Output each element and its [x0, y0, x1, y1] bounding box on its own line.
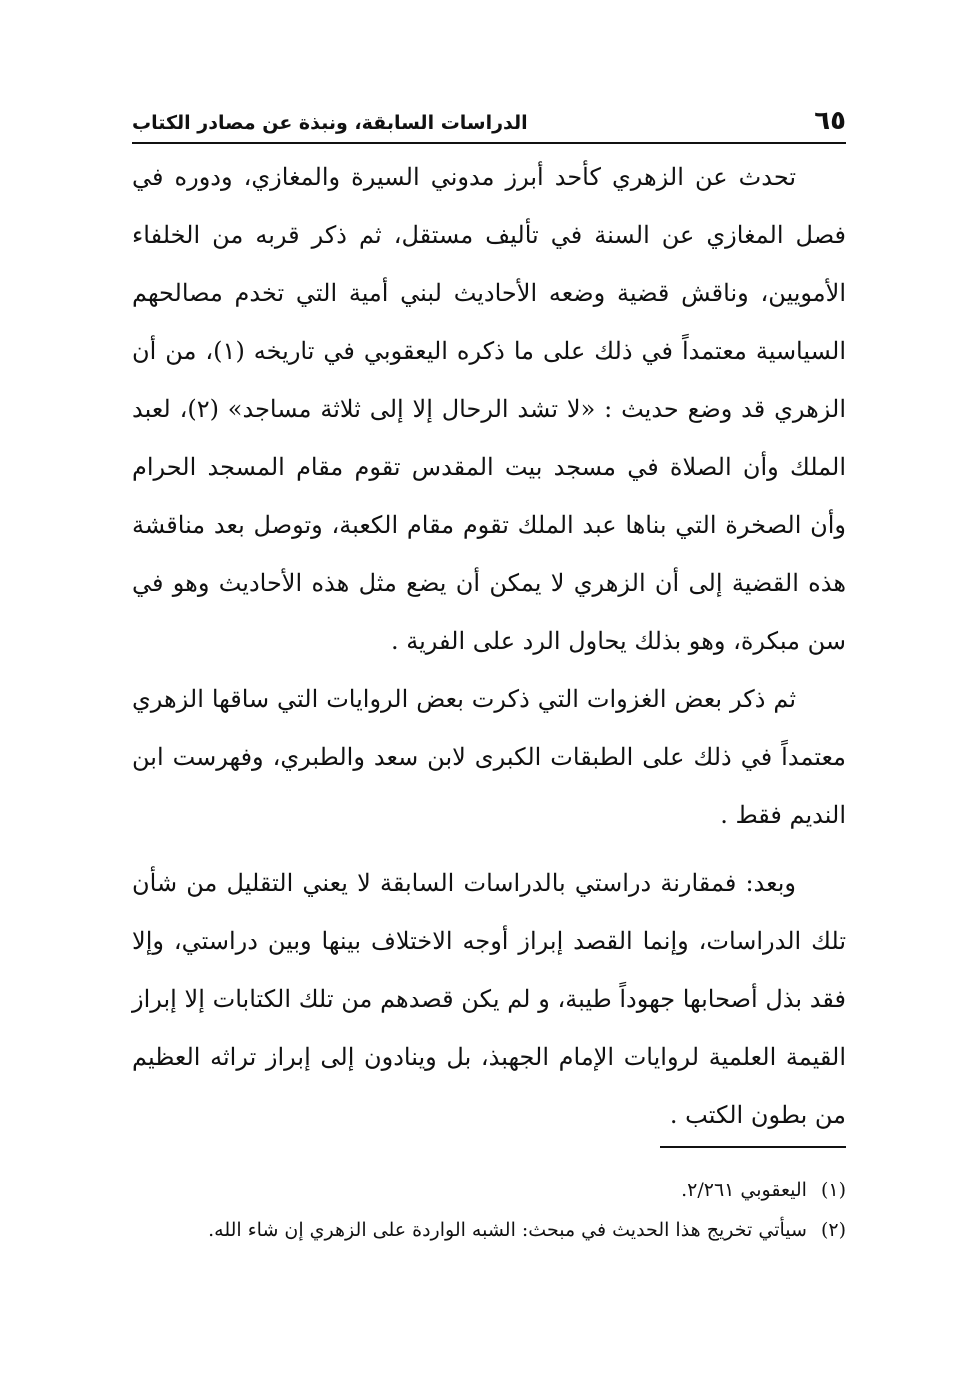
footnote-1	[132, 1170, 846, 1210]
header-rule	[132, 142, 846, 144]
page-header	[132, 104, 846, 144]
footnote-text: سيأتي تخريج هذا الحديث في مبحث: الشبه الواردة على الزهري إن شاء الله.	[208, 1219, 807, 1241]
paragraph-3: وبعد: فمقارنة دراستي بالدراسات السابقة لا يعني التقليل من شأن تلك الدراسات، وإنما القصد إبراز أوجه الاختلاف بينها وبين دراستي، وإلا فقد بذل أصحابها جهوداً طيبة، و لم يكن قصدهم من تلك الكتابات إلا إبراز القيمة العلمية لروايات الإمام الجهبذ، بل وينادون إلى إبراز تراثه العظيم من بطون الكتب .	[132, 869, 847, 1129]
footnotes	[132, 1170, 846, 1250]
page-number: ٦٥	[814, 106, 846, 136]
paragraph-1: تحدث عن الزهري كأحد أبرز مدوني السيرة والمغازي، ودوره في فصل المغازي عن السنة في تأليف مستقل، ثم ذكر قربه من الخلفاء الأمويين، وناقش قضية وضعه الأحاديث لبني أمية التي تخدم مصالحهم السياسية معتمداً في ذلك على ما ذكره اليعقوبي في تاريخه (١)، من أن الزهري قد وضع حديث : «لا تشد الرحال إلا إلى ثلاثة مساجد» (٢)، لعبد الملك وأن الصلاة في مسجد بيت المقدس تقوم مقام المسجد الحرام وأن الصخرة التي بناها عبد الملك تقوم مقام الكعبة، وتوصل بعد مناقشة هذه القضية إلى أن الزهري لا يمكن أن يضع مثل هذه الأحاديث وهو في سن مبكرة، وهو بذلك يحاول الرد على الفرية .	[132, 163, 847, 655]
footnote-separator	[660, 1146, 846, 1148]
footnote-2	[132, 1210, 846, 1250]
footnote-text: اليعقوبي ٢/٢٦١.	[681, 1179, 807, 1201]
running-title: الدراسات السابقة، ونبذة عن مصادر الكتاب	[132, 112, 528, 134]
footnote-number: (٢)	[820, 1219, 846, 1241]
paragraph-2: ثم ذكر بعض الغزوات التي ذكرت بعض الروايات التي ساقها الزهري معتمداً في ذلك على الطبقات الكبرى لابن سعد والطبري، وفهرست ابن النديم فقط .	[132, 685, 846, 829]
footnote-number: (١)	[820, 1179, 846, 1201]
body-text	[132, 148, 846, 1144]
